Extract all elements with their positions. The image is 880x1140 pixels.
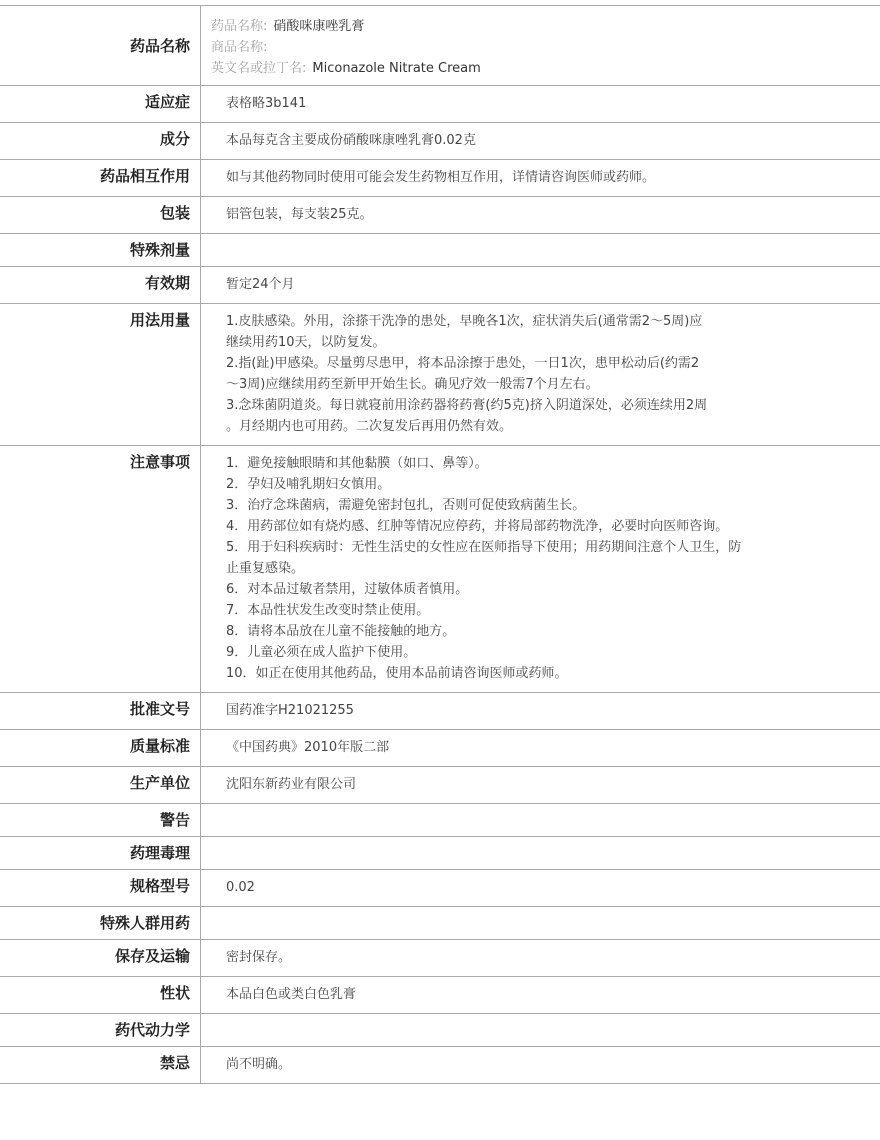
value-approval: 国药准字H21021255 [201, 693, 880, 730]
label-special-dose: 特殊剂量 [0, 234, 201, 267]
value-standard: 《中国药典》2010年版二部 [201, 730, 880, 767]
value-contraindications: 尚不明确。 [201, 1047, 880, 1084]
label-approval: 批准文号 [0, 693, 201, 730]
english-name-line [211, 58, 880, 79]
drug-info-table [0, 5, 880, 1084]
row-pharmacokinetics [0, 1014, 880, 1047]
label-pharmacokinetics: 药代动力学 [0, 1014, 201, 1047]
precaution-line: 6．对本品过敏者禁用，过敏体质者慎用。 [226, 582, 469, 597]
value-package: 铝管包装，每支装25克。 [201, 197, 880, 234]
row-approval [0, 693, 880, 730]
precaution-line: 止重复感染。 [226, 561, 305, 576]
value-pharmacokinetics [201, 1014, 880, 1047]
english-name-key: 英文名或拉丁名: [211, 61, 307, 76]
value-usage [201, 304, 880, 446]
value-composition: 本品每克含主要成份硝酸咪康唑乳膏0.02克 [201, 123, 880, 160]
row-special-population [0, 907, 880, 940]
row-special-dose [0, 234, 880, 267]
label-validity: 有效期 [0, 267, 201, 304]
row-contraindications [0, 1047, 880, 1084]
label-precautions: 注意事项 [0, 446, 201, 693]
row-interaction [0, 160, 880, 197]
row-warning [0, 804, 880, 837]
value-interaction: 如与其他药物同时使用可能会发生药物相互作用，详情请咨询医师或药师。 [201, 160, 880, 197]
label-appearance: 性状 [0, 977, 201, 1014]
value-manufacturer: 沈阳东新药业有限公司 [201, 767, 880, 804]
usage-line: 2.指(趾)甲感染。尽量剪尽患甲，将本品涂擦于患处，一日1次，患甲松动后(约需2 [226, 356, 700, 371]
label-drug-name: 药品名称 [0, 6, 201, 86]
value-special-population [201, 907, 880, 940]
english-name-value: Miconazole Nitrate Cream [312, 61, 481, 76]
label-warning: 警告 [0, 804, 201, 837]
usage-line: 。月经期内也可用药。二次复发后再用仍然有效。 [226, 419, 513, 434]
row-package [0, 197, 880, 234]
precaution-line: 8．请将本品放在儿童不能接触的地方。 [226, 624, 456, 639]
generic-name-line [211, 16, 880, 37]
label-standard: 质量标准 [0, 730, 201, 767]
value-toxicology [201, 837, 880, 870]
precaution-line: 7．本品性状发生改变时禁止使用。 [226, 603, 430, 618]
usage-line: ～3周)应继续用药至新甲开始生长。确见疗效一般需7个月左右。 [226, 377, 599, 392]
generic-name-key: 药品名称: [211, 19, 268, 34]
label-contraindications: 禁忌 [0, 1047, 201, 1084]
trade-name-line [211, 37, 880, 58]
drug-name-block [201, 6, 880, 86]
row-appearance [0, 977, 880, 1014]
precaution-line: 10．如正在使用其他药品，使用本品前请咨询医师或药师。 [226, 666, 568, 681]
value-validity: 暂定24个月 [201, 267, 880, 304]
usage-line: 1.皮肤感染。外用，涂搽干洗净的患处，早晚各1次，症状消失后(通常需2～5周)应 [226, 314, 703, 329]
precaution-line: 5．用于妇科疾病时：无性生活史的女性应在医师指导下使用；用药期间注意个人卫生，防 [226, 540, 742, 555]
precaution-line: 9．儿童必须在成人监护下使用。 [226, 645, 417, 660]
trade-name-key: 商品名称: [211, 40, 268, 55]
row-usage [0, 304, 880, 446]
precaution-line: 4．用药部位如有烧灼感、红肿等情况应停药，并将局部药物洗净，必要时向医师咨询。 [226, 519, 729, 534]
row-standard [0, 730, 880, 767]
label-manufacturer: 生产单位 [0, 767, 201, 804]
row-manufacturer [0, 767, 880, 804]
value-appearance: 本品白色或类白色乳膏 [201, 977, 880, 1014]
usage-line: 3.念珠菌阴道炎。每日就寝前用涂药器将药膏(约5克)挤入阴道深处，必须连续用2周 [226, 398, 708, 413]
row-toxicology [0, 837, 880, 870]
usage-line: 继续用药10天，以防复发。 [226, 335, 386, 350]
row-spec [0, 870, 880, 907]
label-package: 包装 [0, 197, 201, 234]
generic-name-value: 硝酸咪康唑乳膏 [273, 19, 365, 34]
label-composition: 成分 [0, 123, 201, 160]
label-storage: 保存及运输 [0, 940, 201, 977]
precaution-line: 3．治疗念珠菌病，需避免密封包扎，否则可促使致病菌生长。 [226, 498, 586, 513]
precaution-line: 2．孕妇及哺乳期妇女慎用。 [226, 477, 391, 492]
label-interaction: 药品相互作用 [0, 160, 201, 197]
label-usage: 用法用量 [0, 304, 201, 446]
label-special-population: 特殊人群用药 [0, 907, 201, 940]
row-composition [0, 123, 880, 160]
label-spec: 规格型号 [0, 870, 201, 907]
value-spec: 0.02 [201, 870, 880, 907]
value-indication: 表格略3b141 [201, 86, 880, 123]
value-warning [201, 804, 880, 837]
label-toxicology: 药理毒理 [0, 837, 201, 870]
value-storage: 密封保存。 [201, 940, 880, 977]
precaution-line: 1．避免接触眼睛和其他黏膜（如口、鼻等）。 [226, 456, 488, 471]
row-validity [0, 267, 880, 304]
row-precautions [0, 446, 880, 693]
value-precautions [201, 446, 880, 693]
value-special-dose [201, 234, 880, 267]
row-storage [0, 940, 880, 977]
row-indication [0, 86, 880, 123]
label-indication: 适应症 [0, 86, 201, 123]
row-drug-name [0, 6, 880, 86]
